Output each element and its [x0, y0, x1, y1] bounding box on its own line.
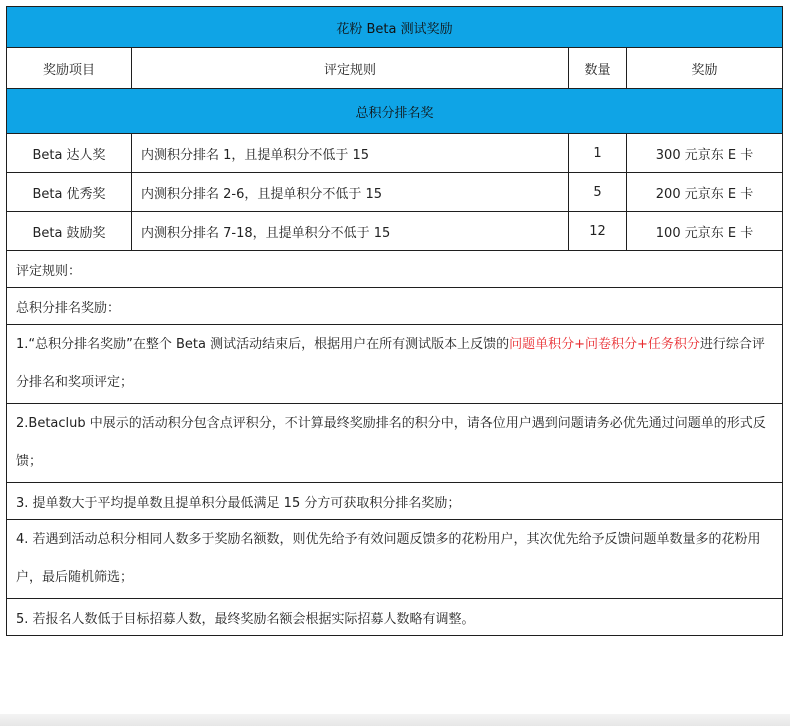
- prize-rule: 内测积分排名 1，且提单积分不低于 15: [132, 134, 569, 173]
- prize-rule: 内测积分排名 7-18，且提单积分不低于 15: [132, 212, 569, 251]
- prize-qty: 1: [569, 134, 627, 173]
- note-row: [7, 483, 783, 520]
- note-2: 2.Betaclub 中展示的活动积分包含点评积分，不计算最终奖励排名的积分中，请各位用户遇到问题请务必优先通过问题单的形式反馈；: [7, 404, 783, 483]
- note-row: [7, 325, 783, 404]
- prize-qty: 12: [569, 212, 627, 251]
- section-title: 总积分排名奖: [7, 89, 783, 134]
- table-title-row: [7, 7, 783, 48]
- note-1: [7, 325, 783, 404]
- note-3: 3. 提单数大于平均提单数且提单积分最低满足 15 分方可获取积分排名奖励；: [7, 483, 783, 520]
- header-qty: 数量: [569, 48, 627, 89]
- table-header-row: [7, 48, 783, 89]
- table-row: [7, 134, 783, 173]
- note-row: [7, 404, 783, 483]
- header-item: 奖励项目: [7, 48, 132, 89]
- prize-reward: 200 元京东 E 卡: [627, 173, 783, 212]
- note-4: 4. 若遇到活动总积分相同人数多于奖励名额数，则优先给予有效问题反馈多的花粉用户，其次优先给予反馈问题单数量多的花粉用户，最后随机筛选；: [7, 520, 783, 599]
- prize-reward: 100 元京东 E 卡: [627, 212, 783, 251]
- header-reward: 奖励: [627, 48, 783, 89]
- note-1-highlight: 问题单积分+问卷积分+任务积分: [509, 337, 700, 352]
- ranking-title: 总积分排名奖励：: [7, 288, 783, 325]
- prize-rule: 内测积分排名 2-6，且提单积分不低于 15: [132, 173, 569, 212]
- note-5: 5. 若报名人数低于目标招募人数，最终奖励名额会根据实际招募人数略有调整。: [7, 599, 783, 636]
- reward-table: [6, 6, 783, 636]
- page-bottom-edge: [0, 714, 790, 726]
- note-row: [7, 251, 783, 288]
- note-row: [7, 288, 783, 325]
- prize-name: Beta 鼓励奖: [7, 212, 132, 251]
- prize-name: Beta 达人奖: [7, 134, 132, 173]
- table-row: [7, 212, 783, 251]
- prize-name: Beta 优秀奖: [7, 173, 132, 212]
- note-row: [7, 520, 783, 599]
- prize-reward: 300 元京东 E 卡: [627, 134, 783, 173]
- table-row: [7, 173, 783, 212]
- rules-title: 评定规则：: [7, 251, 783, 288]
- prize-qty: 5: [569, 173, 627, 212]
- note-1-text: 1.“总积分排名奖励”在整个 Beta 测试活动结束后，根据用户在所有测试版本上反馈的: [16, 337, 510, 352]
- table-title: 花粉 Beta 测试奖励: [7, 7, 783, 48]
- note-1-text-end: 进行综合评分排名和奖项评定；: [16, 337, 765, 390]
- note-row: [7, 599, 783, 636]
- header-rule: 评定规则: [132, 48, 569, 89]
- section-row: [7, 89, 783, 134]
